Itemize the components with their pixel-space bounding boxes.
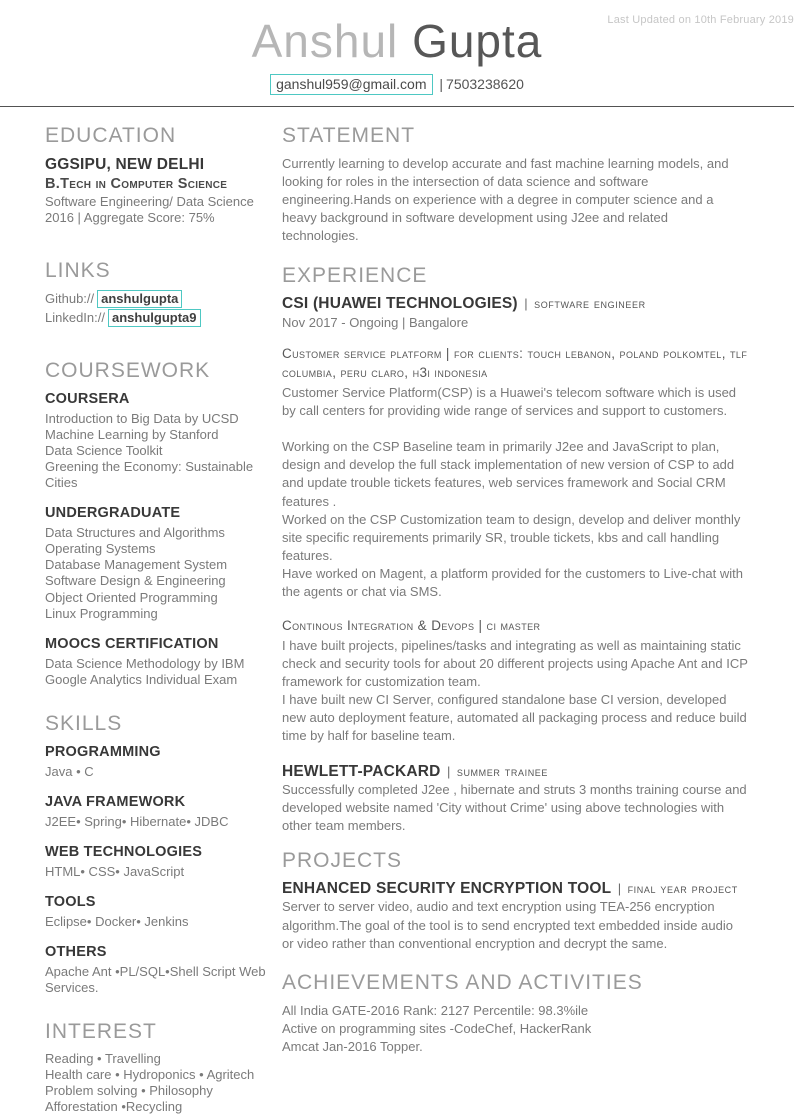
job-csi-huawei xyxy=(282,295,748,746)
web-technologies-heading: WEB TECHNOLOGIES xyxy=(45,843,203,860)
project-tag: final year project xyxy=(627,881,738,897)
course-item: Database Management System xyxy=(45,557,228,573)
job-separator: | xyxy=(524,295,528,311)
email-link[interactable]: ganshul959@gmail.com xyxy=(270,74,432,95)
right-column xyxy=(273,124,748,1115)
job-subsection-heading: Continous Integration & Devops | ci master xyxy=(282,617,541,633)
course-item: Operating Systems xyxy=(45,541,156,557)
course-item: Linux Programming xyxy=(45,605,158,621)
skill-items: HTML• CSS• JavaScript xyxy=(45,863,185,879)
skills-title: SKILLS xyxy=(45,711,123,735)
coursera-group xyxy=(45,390,273,491)
education-title: EDUCATION xyxy=(45,123,177,147)
job-paragraph: I have built projects, pipelines/tasks and integrating as well as maintaining static check and security tools for about 20 different projects using Apache Ant and ICP framework for customization team. xyxy=(282,637,748,689)
interest-line: Reading • Travelling xyxy=(45,1051,161,1067)
education-detail: Software Engineering/ Data Science xyxy=(45,193,254,209)
project-header xyxy=(282,880,748,898)
job-role: summer trainee xyxy=(456,763,549,779)
education-school: GGSIPU, NEW DELHI xyxy=(45,155,205,173)
education-degree: B.Tech in Computer Science xyxy=(45,175,228,192)
job-role: software engineer xyxy=(534,295,646,311)
left-column xyxy=(45,124,273,1115)
skill-items: Apache Ant •PL/SQL•Shell Script Web Services. xyxy=(45,963,266,995)
course-item: Software Design & Engineering xyxy=(45,573,226,589)
moocs-group xyxy=(45,635,273,688)
github-label: Github:// xyxy=(45,291,95,307)
statement-title: STATEMENT xyxy=(282,123,416,147)
project-separator: | xyxy=(617,881,622,897)
undergraduate-group xyxy=(45,504,273,622)
education-result: 2016 | Aggregate Score: 75% xyxy=(45,209,215,225)
links-section xyxy=(45,259,273,328)
project-description: Server to server video, audio and text encryption using TEA-256 encryption algorithm.The goal of the tool is to send encrypted text embedded inside audio or video rather than conventional encryption and decrypt the same. xyxy=(282,899,733,951)
others-heading: OTHERS xyxy=(45,943,107,960)
course-item: Data Structures and Algorithms xyxy=(45,525,225,541)
job-paragraph: Worked on the CSP Customization team to design, develop and deliver monthly site specific requirements primarily SR, trouble tickets, kbs and call handling features. xyxy=(282,511,741,564)
skill-items: Java • C xyxy=(45,763,94,779)
links-title: LINKS xyxy=(45,258,111,282)
coursework-title: COURSEWORK xyxy=(45,358,211,382)
resume-header xyxy=(0,0,794,107)
achievement-line: Active on programming sites -CodeChef, HackerRank xyxy=(282,1021,592,1037)
skills-section xyxy=(45,712,273,996)
interest-line: Problem solving • Philosophy xyxy=(45,1083,213,1099)
skill-items: Eclipse• Docker• Jenkins xyxy=(45,913,189,929)
contact-separator: | xyxy=(439,75,444,92)
job-paragraph: Successfully completed J2ee , hibernate and struts 3 months training course and developed website named 'City without Crime' using above technologies with other team members. xyxy=(282,781,747,834)
course-item: Greening the Economy: Sustainable Cities xyxy=(45,459,254,491)
last-name: Gupta xyxy=(412,15,543,67)
header-divider xyxy=(0,106,794,107)
job-dates-location: Nov 2017 - Ongoing | Bangalore xyxy=(282,314,469,330)
last-updated-label: Last Updated on 10th February 2019 xyxy=(607,14,794,26)
github-link[interactable]: anshulgupta xyxy=(97,290,182,308)
tools-group xyxy=(45,893,273,930)
course-item: Introduction to Big Data by UCSD xyxy=(45,410,239,426)
web-technologies-group xyxy=(45,843,273,880)
course-item: Object Oriented Programming xyxy=(45,589,218,605)
statement-text: Currently learning to develop accurate and fast machine learning models, and looking for roles in the intersection of data science and software engineering.Hands on experience with a degree in computer science and a heavy background in software development using J2ee and related technologies. xyxy=(282,155,729,244)
resume-body xyxy=(0,107,794,1115)
skill-items: J2EE• Spring• Hibernate• JDBC xyxy=(45,813,229,829)
contact-line xyxy=(0,76,794,92)
education-section xyxy=(45,124,273,226)
achievements-section xyxy=(282,971,748,1057)
job-header xyxy=(282,763,748,781)
statement-section xyxy=(282,124,748,246)
achievement-line: Amcat Jan-2016 Topper. xyxy=(282,1039,423,1055)
job-header xyxy=(282,295,748,313)
coursework-section xyxy=(45,359,273,688)
projects-title: PROJECTS xyxy=(282,849,403,873)
project-name: ENHANCED SECURITY ENCRYPTION TOOL xyxy=(282,880,612,898)
linkedin-link[interactable]: anshulgupta9 xyxy=(108,309,201,327)
job-company: CSI (HUAWEI TECHNOLOGIES) xyxy=(282,294,518,312)
tools-heading: TOOLS xyxy=(45,893,96,910)
others-group xyxy=(45,943,273,996)
job-company: HEWLETT-PACKARD xyxy=(282,762,441,780)
job-paragraph: Customer Service Platform(CSP) is a Huawei's telecom software which is used by call centers for providing wide range of services and support to customers. xyxy=(282,384,737,418)
job-paragraph: I have built new CI Server, configured standalone base CI version, developed new auto deployment feature, automated all packaging process and reduce build time by half for baseline team. xyxy=(282,692,747,744)
projects-section xyxy=(282,849,748,953)
phone-number: 7503238620 xyxy=(446,75,524,92)
job-separator: | xyxy=(447,763,451,779)
coursera-heading: COURSERA xyxy=(45,390,130,407)
github-row xyxy=(45,290,273,309)
course-item: Data Science Methodology by IBM xyxy=(45,655,245,671)
interest-line: Health care • Hydroponics • Agritech xyxy=(45,1067,255,1083)
course-item: Machine Learning by Stanford xyxy=(45,426,219,442)
programming-heading: PROGRAMMING xyxy=(45,744,161,760)
job-subsection-heading: Customer service platform | for clients: touch lebanon, poland polkomtel, tlf columbia, peru claro, h3i indonesia xyxy=(282,345,748,380)
interest-section xyxy=(45,1020,273,1115)
course-item: Data Science Toolkit xyxy=(45,442,163,458)
java-framework-heading: JAVA FRAMEWORK xyxy=(45,793,186,810)
experience-title: EXPERIENCE xyxy=(282,263,428,287)
course-item: Google Analytics Individual Exam xyxy=(45,671,238,687)
linkedin-label: LinkedIn:// xyxy=(45,309,105,325)
moocs-heading: MOOCS CERTIFICATION xyxy=(45,635,219,652)
experience-section xyxy=(282,264,748,836)
first-name: Anshul xyxy=(251,15,399,67)
achievements-title: ACHIEVEMENTS AND ACTIVITIES xyxy=(282,970,643,994)
interest-line: Afforestation •Recycling xyxy=(45,1099,183,1115)
java-framework-group xyxy=(45,793,273,830)
achievement-line: All India GATE-2016 Rank: 2127 Percentile: 98.3%ile xyxy=(282,1003,589,1019)
linkedin-row xyxy=(45,309,273,328)
job-paragraph: Working on the CSP Baseline team in primarily J2ee and JavaScript to plan, design and develop the full stack implementation of new version of CSP to add and update trouble tickets features, web services framework and Social CRM features . xyxy=(282,438,735,509)
job-hewlett-packard xyxy=(282,763,748,836)
undergraduate-heading: UNDERGRADUATE xyxy=(45,505,181,522)
interest-title: INTEREST xyxy=(45,1019,157,1043)
project-enhanced-security xyxy=(282,880,748,953)
job-paragraph: Have worked on Magent, a platform provided for the customers to Live-chat with the agents or chat via SMS. xyxy=(282,566,743,600)
programming-group xyxy=(45,743,273,780)
